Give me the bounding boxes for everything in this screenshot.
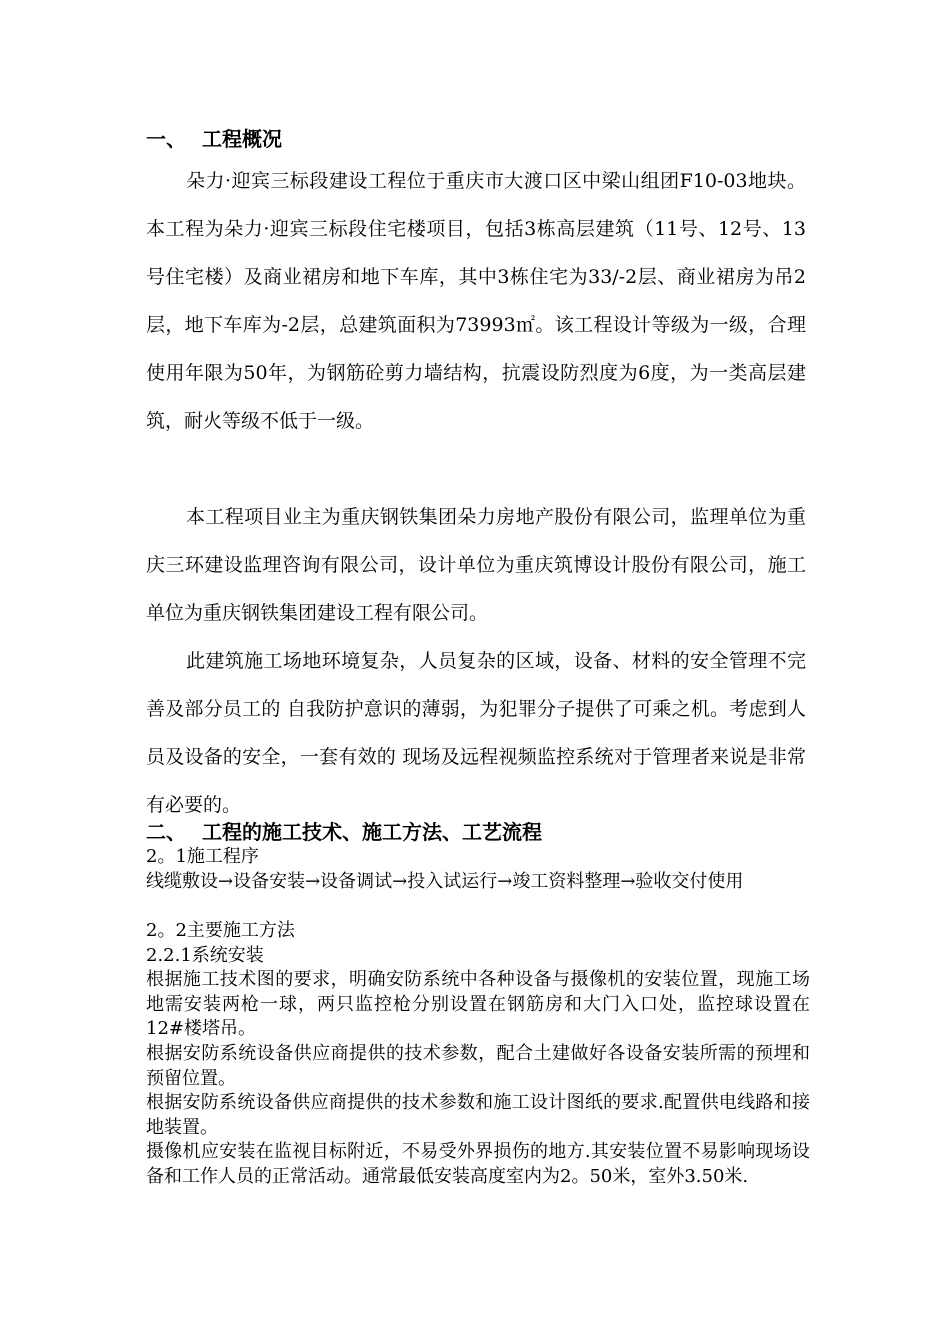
section1-number: 一、 xyxy=(146,127,186,151)
section1-heading xyxy=(146,127,282,151)
section1-title: 工程概况 xyxy=(202,127,282,151)
section1-paragraph: 本工程项目业主为重庆钢铁集团朵力房地产股份有限公司，监理单位为重庆三环建设监理咨询有限公司，设计单位为重庆筑博设计股份有限公司，施工单位为重庆钢铁集团建设工程有限公司。 xyxy=(146,506,806,624)
section1-paragraph: 朵力·迎宾三标段建设工程位于重庆市大渡口区中梁山组团F10-03地块。本工程为朵力·迎宾三标段住宅楼项目，包括3栋高层建筑（11号、12号、13号住宅楼）及商业裙房和地下车库，其中3栋住宅为33/-2层、商业裙房为吊2层，地下车库为-2层，总建筑面积为73993㎡。该工程设计等级为一级，合理使用年限为50年，为钢筋砼剪力墙结构，抗震设防烈度为6度，为一类高层建筑，耐火等级不低于一级。 xyxy=(146,170,806,432)
section2-line: 根据安防系统设备供应商提供的技术参数，配合土建做好各设备安装所需的预埋和预留位置。 xyxy=(146,1043,810,1089)
section2-line: 根据安防系统设备供应商提供的技术参数和施工设计图纸的要求.配置供电线路和接地装置。 xyxy=(146,1092,810,1138)
section2-line: 摄像机应安装在监视目标附近，不易受外界损伤的地方.其安装位置不易影响现场设备和工作人员的正常活动。通常最低安装高度室内为2。50米，室外3.50米. xyxy=(146,1141,810,1187)
section1-paragraph: 此建筑施工场地环境复杂，人员复杂的区域，设备、材料的安全管理不完善及部分员工的 自我防护意识的薄弱，为犯罪分子提供了可乘之机。考虑到人员及设备的安全，一套有效的 现场及远程视频监控系统对于管理者来说是非常有必要的。 xyxy=(146,650,806,816)
section2-line: 2.2.1系统安装 xyxy=(146,945,264,966)
section2-line: 2。1施工程序 xyxy=(146,846,259,867)
section2-number: 二、 xyxy=(146,820,186,844)
section2-title: 工程的施工技术、施工方法、工艺流程 xyxy=(202,820,542,844)
section2-line: 2。2主要施工方法 xyxy=(146,920,295,941)
section2-line: 线缆敷设→设备安装→设备调试→投入试运行→竣工资料整理→验收交付使用 xyxy=(146,871,744,892)
section2-heading xyxy=(146,820,542,844)
section2-line: 根据施工技术图的要求，明确安防系统中各种设备与摄像机的安装位置，现施工场地需安装两枪一球，两只监控枪分别设置在钢筋房和大门入口处，监控球设置在12#楼塔吊。 xyxy=(146,969,810,1039)
